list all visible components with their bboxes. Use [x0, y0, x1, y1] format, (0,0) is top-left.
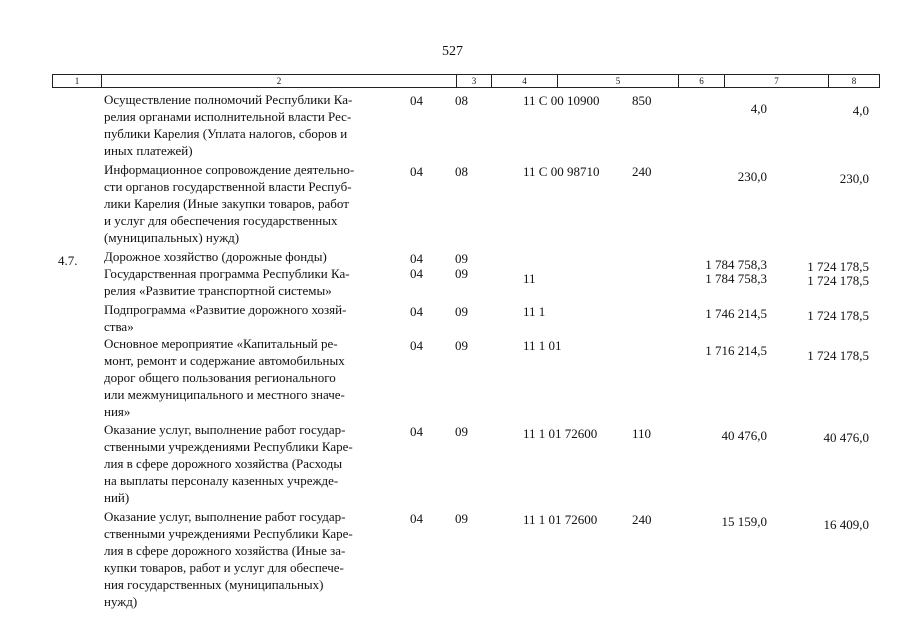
description-line: ний)	[104, 490, 130, 505]
amount-year-1: 1 784 758,3	[705, 257, 767, 272]
column-number-4: 4	[491, 75, 557, 87]
amount-year-2: 1 724 178,5	[807, 259, 869, 274]
description-line: монт, ремонт и содержание автомобильных	[104, 353, 345, 368]
description-line: и услуг для обеспечения государственных	[104, 213, 338, 228]
amount-year-1: 4,0	[750, 101, 767, 116]
amount-year-2: 4,0	[852, 103, 869, 118]
section-code: 04	[410, 266, 423, 281]
section-code: 04	[410, 93, 423, 108]
row-description	[104, 508, 399, 610]
description-line: на выплаты персоналу казенных учрежде-	[104, 473, 339, 488]
subsection-code: 09	[455, 266, 468, 281]
amount-year-2: 1 724 178,5	[807, 348, 869, 363]
description-line: Дорожное хозяйство (дорожные фонды)	[104, 249, 327, 264]
description-line: купки товаров, работ и услуг для обеспече-	[104, 560, 344, 575]
amount-year-2: 1 724 178,5	[807, 308, 869, 323]
target-item-code: 11 С 00 98710	[523, 164, 600, 179]
expense-type-code: 850	[632, 93, 652, 108]
target-item-code: 11 1 01	[523, 338, 562, 353]
section-code: 04	[410, 338, 423, 353]
amount-year-1: 1 784 758,3	[705, 271, 767, 286]
subsection-code: 09	[455, 424, 468, 439]
expense-type-code: 110	[632, 426, 652, 441]
subsection-code: 09	[455, 251, 468, 266]
description-line: релия органами исполнительной власти Рес-	[104, 109, 352, 124]
description-line: ства»	[104, 319, 134, 334]
subsection-code: 09	[455, 511, 468, 526]
subsection-code: 09	[455, 304, 468, 319]
description-line: ния государственных (муниципальных)	[104, 577, 324, 592]
amount-year-1: 230,0	[737, 169, 767, 184]
description-line: ственными учреждениями Республики Каре-	[104, 439, 353, 454]
row-description	[104, 91, 399, 159]
description-line: релия «Развитие транспортной системы»	[104, 283, 332, 298]
description-line: (муниципальных) нужд)	[104, 230, 240, 245]
table-column-header	[52, 74, 880, 88]
expense-type-code: 240	[632, 512, 652, 527]
subsection-code: 08	[455, 93, 468, 108]
amount-year-1: 1 746 214,5	[705, 306, 767, 321]
target-item-code: 11 1 01 72600	[523, 426, 598, 441]
description-line: лики Карелия (Иные закупки товаров, работ	[104, 196, 349, 211]
amount-year-1: 40 476,0	[721, 428, 767, 443]
row-description	[104, 265, 399, 299]
column-number-1: 1	[74, 76, 80, 86]
row-description	[104, 248, 399, 265]
row-description	[104, 421, 399, 506]
amount-year-2: 1 724 178,5	[807, 273, 869, 288]
row-description	[104, 161, 399, 246]
subsection-code: 08	[455, 164, 468, 179]
expense-type-code: 240	[632, 164, 652, 179]
description-line: дорог общего пользования регионального	[104, 370, 336, 385]
description-line: Оказание услуг, выполнение работ государ-	[104, 422, 346, 437]
amount-year-1: 1 716 214,5	[705, 343, 767, 358]
amount-year-1: 15 159,0	[721, 514, 767, 529]
description-line: Основное мероприятие «Капитальный ре-	[104, 336, 338, 351]
target-item-code: 11 1	[523, 304, 546, 319]
amount-year-2: 230,0	[839, 171, 869, 186]
section-code: 04	[410, 304, 423, 319]
description-line: ственными учреждениями Республики Каре-	[104, 526, 353, 541]
description-line: Подпрограмма «Развитие дорожного хозяй-	[104, 302, 347, 317]
row-section-number: 4.7.	[58, 253, 78, 268]
section-code: 04	[410, 424, 423, 439]
description-line: иных платежей)	[104, 143, 193, 158]
description-line: лия в сфере дорожного хозяйства (Расходы	[104, 456, 343, 471]
amount-year-2: 40 476,0	[823, 430, 869, 445]
description-line: лия в сфере дорожного хозяйства (Иные за-	[104, 543, 346, 558]
description-line: публики Карелия (Уплата налогов, сборов и	[104, 126, 348, 141]
amount-year-2: 16 409,0	[823, 517, 869, 532]
description-line: сти органов государственной власти Респуб-	[104, 179, 352, 194]
description-line: ния»	[104, 404, 131, 419]
column-number-3: 3	[456, 75, 491, 87]
target-item-code: 11 С 00 10900	[523, 93, 600, 108]
row-description	[104, 335, 399, 420]
column-number-2: 2	[101, 75, 456, 87]
description-line: Осуществление полномочий Республики Ка-	[104, 92, 353, 107]
description-line: нужд)	[104, 594, 138, 609]
description-line: Оказание услуг, выполнение работ государ-	[104, 509, 346, 524]
target-item-code: 11 1 01 72600	[523, 512, 598, 527]
column-number-6: 6	[678, 75, 724, 87]
column-number-7: 7	[724, 75, 828, 87]
section-code: 04	[410, 164, 423, 179]
description-line: Государственная программа Республики Ка-	[104, 266, 350, 281]
target-item-code: 11	[523, 271, 536, 286]
column-number-5: 5	[557, 75, 678, 87]
section-code: 04	[410, 511, 423, 526]
description-line: Информационное сопровождение деятельно-	[104, 162, 355, 177]
description-line: или межмуниципального и местного значе-	[104, 387, 345, 402]
subsection-code: 09	[455, 338, 468, 353]
column-number-8: 8	[828, 75, 879, 87]
page-number: 527	[442, 44, 463, 59]
section-code: 04	[410, 251, 423, 266]
row-description	[104, 301, 399, 335]
